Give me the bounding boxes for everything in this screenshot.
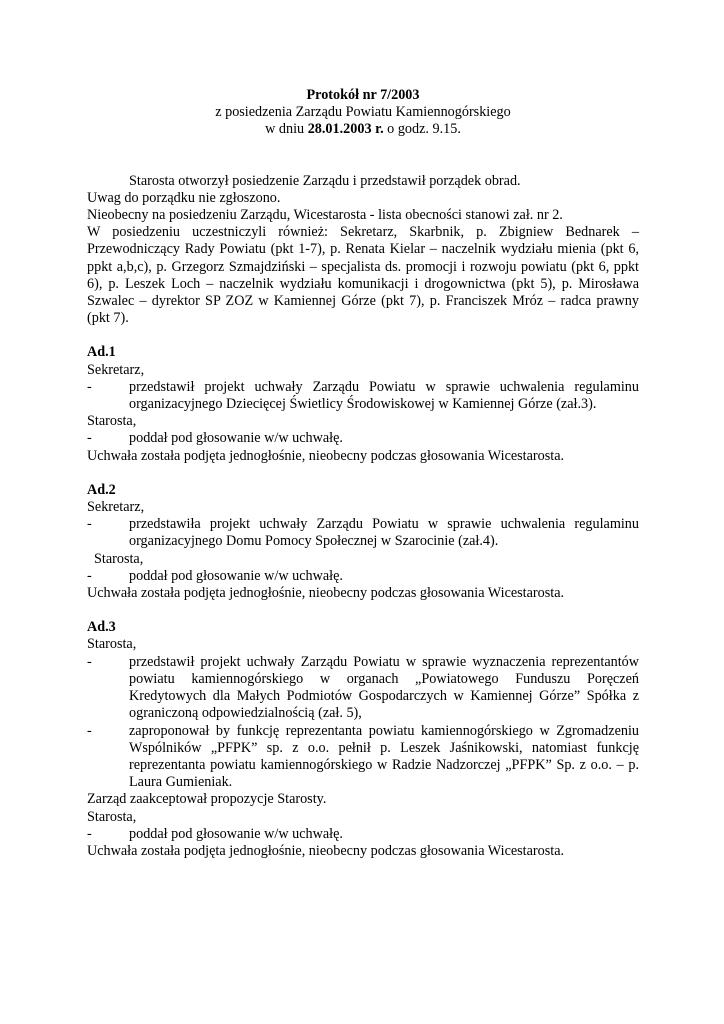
resolution-result: Uchwała została podjęta jednogłośnie, nieobecny podczas głosowania Wicestarosta. <box>87 447 565 464</box>
section-title: Ad.3 <box>87 619 116 636</box>
speaker-label: Sekretarz, <box>87 499 145 516</box>
intro-paragraph-remarks: Uwag do porządku nie zgłoszono. <box>87 189 281 206</box>
intro-paragraph-participants: W posiedzeniu uczestniczyli również: Sekretarz, Skarbnik, p. Zbigniew Bednarek – Przewodniczący Rady Powiatu (pkt 1-7), p. Renata Kielar – naczelnik wydziału mienia (pkt 6, ppkt a,b,c), p. Grzegorz Szmajdziński – specjalista ds. promocji i rozwoju powiatu (pkt 6, ppkt 6), p. Leszek Loch – naczelnik wydziału komunikacji i drogownictwa (pkt 5), p. Mirosława Szwalec – dyrektor SP ZOZ w Kamiennej Górze (pkt 7), p. Franciszek Mróz – radca prawny (pkt 7). <box>87 224 639 327</box>
dash-bullet: - <box>87 430 92 447</box>
agenda-section-2 <box>87 482 639 602</box>
date-suffix: o godz. 9.15. <box>383 121 461 138</box>
meeting-date-line <box>87 121 639 138</box>
section-title: Ad.2 <box>87 481 116 498</box>
speaker-label: Starosta, <box>87 636 137 653</box>
document-page <box>87 87 639 860</box>
dash-bullet: - <box>87 653 92 670</box>
list-item-text: poddał pod głosowanie w/w uchwałę. <box>129 825 343 842</box>
list-item <box>87 568 639 585</box>
document-title: Protokół nr 7/2003 <box>306 87 420 103</box>
speaker-label: Starosta, <box>94 550 144 567</box>
agenda-section-3 <box>87 619 639 860</box>
document-subtitle: z posiedzenia Zarządu Powiatu Kamiennogórskiego <box>215 104 511 121</box>
agenda-section-1 <box>87 344 639 464</box>
intro-section <box>87 173 639 328</box>
speaker-label: Starosta, <box>87 808 137 825</box>
speaker-label: Starosta, <box>87 413 137 430</box>
dash-bullet: - <box>87 825 92 842</box>
list-item-text: przedstawiła projekt uchwały Zarządu Powiatu w sprawie uchwalenia regulaminu organizacyjnego Domu Pomocy Społecznej w Szarocinie (zał.4). <box>129 516 639 550</box>
intro-paragraph-opening: Starosta otworzył posiedzenie Zarządu i przedstawił porządek obrad. <box>129 172 521 189</box>
resolution-result: Uchwała została podjęta jednogłośnie, nieobecny podczas głosowania Wicestarosta. <box>87 842 565 859</box>
list-item-text: przedstawił projekt uchwały Zarządu Powiatu w sprawie wyznaczenia reprezentantów powiatu kamiennogórskiego w organach „Powiatowego Funduszu Poręczeń Kredytowych dla Małych Podmiotów Gospodarczych w Kamiennej Górze” Spółka z ograniczoną odpowiedzialnością (zał. 5), <box>129 653 639 722</box>
board-decision-note: Zarząd zaakceptował propozycje Starosty. <box>87 791 327 808</box>
list-item-text: zaproponował by funkcję reprezentanta powiatu kamiennogórskiego w Zgromadzeniu Wspólników „PFPK” sp. z o.o. pełnił p. Leszek Jaśnikowski, natomiast funkcję reprezentanta powiatu kamiennogórskiego w Radzie Nadzorczej „PFPK” Sp. z o.o. – p. Laura Gumieniak. <box>129 722 639 791</box>
list-item-text: przedstawił projekt uchwały Zarządu Powiatu w sprawie uchwalenia regulaminu organizacyjnego Dziecięcej Świetlicy Środowiskowej w Kamiennej Górze (zał.3). <box>129 378 639 413</box>
dash-bullet: - <box>87 516 92 533</box>
list-item <box>87 654 639 723</box>
document-header <box>87 87 639 139</box>
list-item <box>87 430 639 447</box>
list-item <box>87 379 639 413</box>
dash-bullet: - <box>87 567 92 584</box>
date-prefix: w dniu <box>265 121 308 138</box>
meeting-date: 28.01.2003 r. <box>307 121 384 138</box>
intro-paragraph-absence: Nieobecny na posiedzeniu Zarządu, Wicestarosta - lista obecności stanowi zał. nr 2. <box>87 207 563 224</box>
section-title: Ad.1 <box>87 344 116 361</box>
dash-bullet: - <box>87 722 92 739</box>
list-item-text: poddał pod głosowanie w/w uchwałę. <box>129 567 343 584</box>
list-item <box>87 826 639 843</box>
speaker-label: Sekretarz, <box>87 361 145 378</box>
resolution-result: Uchwała została podjęta jednogłośnie, nieobecny podczas głosowania Wicestarosta. <box>87 585 565 602</box>
list-item <box>87 723 639 792</box>
dash-bullet: - <box>87 378 92 395</box>
list-item-text: poddał pod głosowanie w/w uchwałę. <box>129 430 343 447</box>
list-item <box>87 516 639 550</box>
